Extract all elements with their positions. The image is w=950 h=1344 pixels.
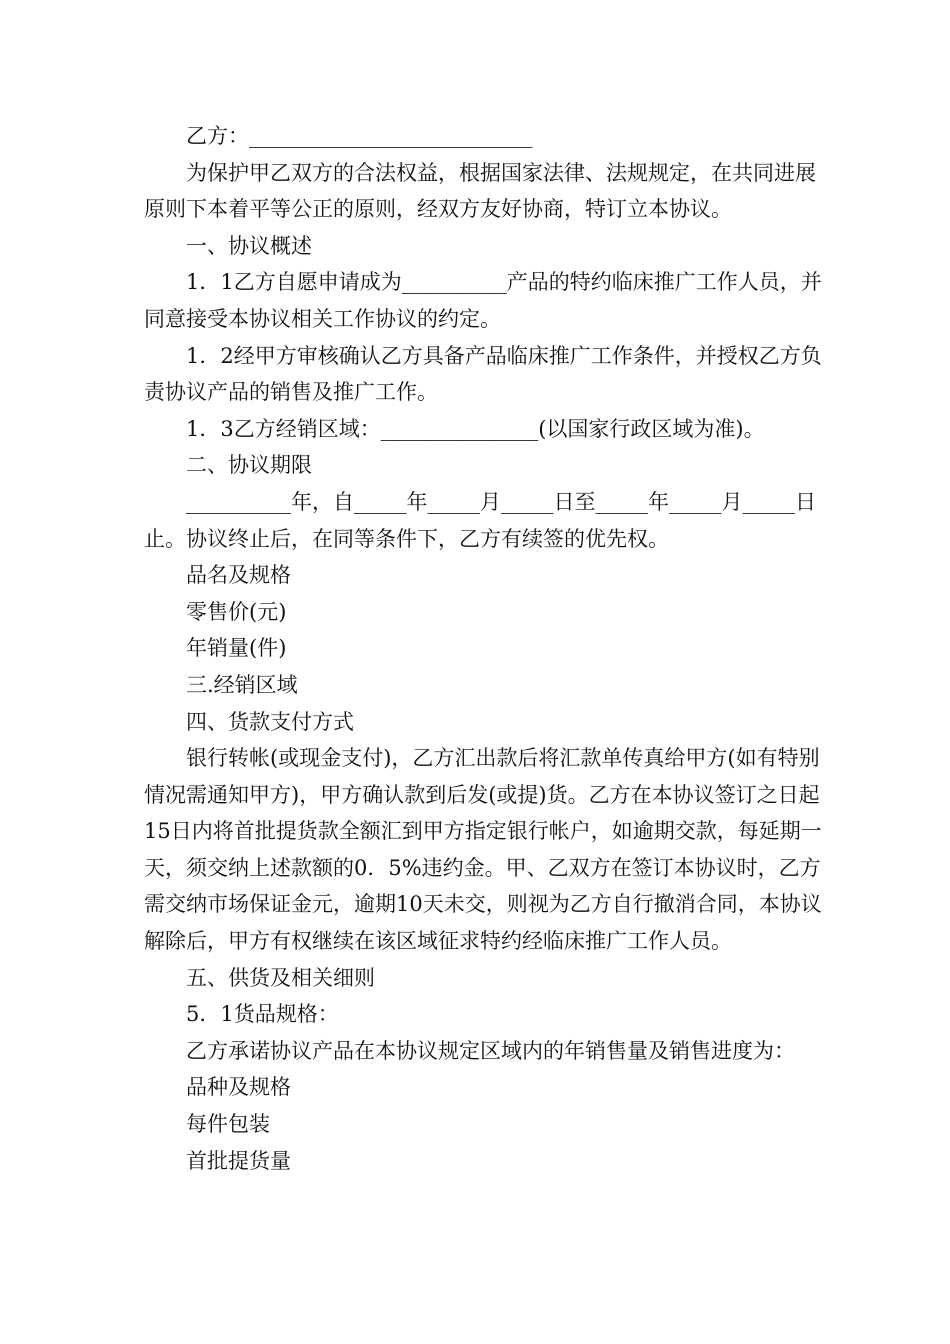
section-heading-4: 四、货款支付方式 [186, 709, 354, 734]
sales-commitment-paragraph: 乙方承诺协议产品在本协议规定区域内的年销售量及销售进度为： [186, 1038, 795, 1063]
item-label-variety: 品种及规格 [186, 1075, 291, 1100]
section-heading-3: 三.经销区域 [186, 672, 298, 697]
item-label-first-order: 首批提货量 [186, 1148, 291, 1173]
section-heading-2: 二、协议期限 [186, 453, 312, 478]
preamble-paragraph: 为保护甲乙双方的合法权益，根据国家法律、法规规定，在共同进展原则下本着平等公正的原则，经双方友好协商，特订立本协议。 [144, 160, 816, 222]
section-heading-5: 五、供货及相关细则 [186, 965, 375, 990]
item-label-annual-volume: 年销量(件) [186, 636, 287, 661]
payment-paragraph: 银行转帐(或现金支付)，乙方汇出款后将汇款单传真给甲方(如有特别情况需通知甲方)，甲方确认款到后发(或提)货。乙方在本协议签订之日起15日内将首批提货款全额汇到甲方指定银行帐户，如逾期交款，每延期一天，须交纳上述款额的0．5%违约金。甲、乙双方在签订本协议时，乙方需交纳市场保证金元，逾期10天未交，则视为乙方自行撤消合同，本协议解除后，甲方有权继续在该区域征求特约经临床推广工作人员。 [144, 746, 822, 954]
item-label-retail-price: 零售价(元) [186, 599, 287, 624]
clause-1-3: 1．3乙方经销区域：_______________(以国家行政区域为准)。 [186, 416, 765, 441]
item-label-product: 品名及规格 [186, 563, 291, 588]
clause-1-1: 1．1乙方自愿申请成为__________产品的特约临床推广工作人员，并同意接受本协议相关工作协议的约定。 [144, 270, 822, 331]
term-paragraph: __________年，自_____年_____月_____日至_____年_____月_____日止。协议终止后，在同等条件下，乙方有续签的优先权。 [144, 489, 816, 551]
document-body [144, 118, 824, 1179]
item-label-packaging: 每件包装 [186, 1112, 270, 1137]
clause-5-1: 5．1货品规格： [186, 1002, 339, 1027]
section-heading-1: 一、协议概述 [186, 233, 312, 258]
clause-1-2: 1．2经甲方审核确认乙方具备产品临床推广工作条件，并授权乙方负责协议产品的销售及推广工作。 [144, 343, 822, 405]
party-b-line: 乙方：___________________________ [186, 124, 533, 148]
